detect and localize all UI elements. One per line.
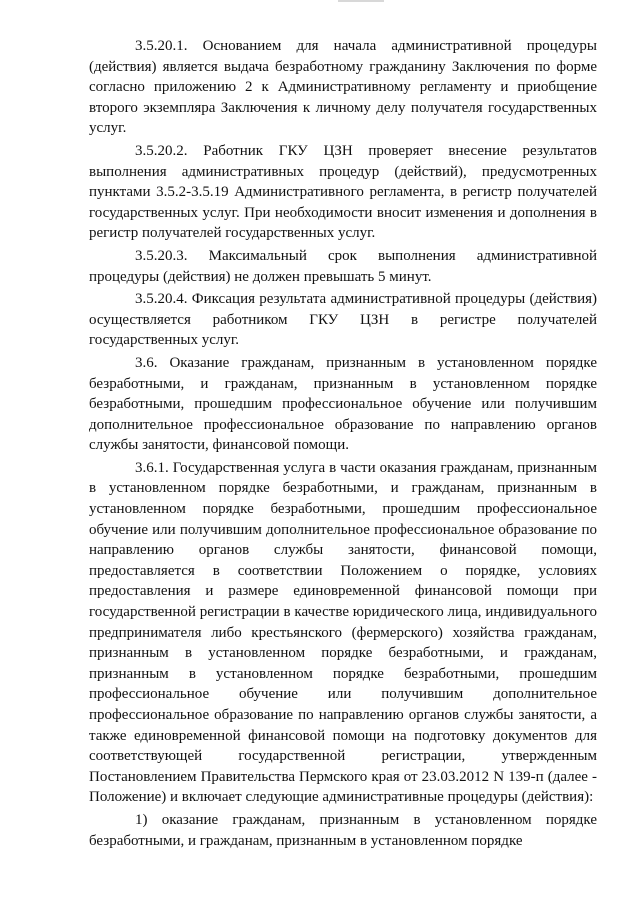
paragraph-3-6-1: 3.6.1. Государственная услуга в части оказания гражданам, признанным в установленном порядке безработными, и гражданам, признанным в установленном порядке безработными, прошедшим профессиональное обучение или получившим дополнительное профессиональное образование по направлению органов службы занятости, финансовой помощи, предоставляется в соответствии Положением о порядке, условиях предоставления и размере единовременной финансовой помощи при государственной регистрации в качестве юридического лица, индивидуального предпринимателя либо крестьянского (фермерского) хозяйства гражданам, признанным в установленном порядке безработными, и гражданам, признанным в установленном порядке безработными, прошедшим профессиональное обучение или получившим дополнительное профессиональное образование по направлению органов службы занятости, а также единовременной финансовой помощи на подготовку документов для соответствующей государственной регистрации, утвержденным Постановлением Правительства Пермского края от 23.03.2012 N 139-п (далее - Положение) и включает следующие административные процедуры (действия): [89, 459, 597, 806]
paragraph-3-5-20-3: 3.5.20.3. Максимальный срок выполнения административной процедуры (действия) не должен превышать 5 минут. [89, 247, 597, 285]
scan-edge-mark [338, 0, 384, 2]
paragraph-3-5-20-4: 3.5.20.4. Фиксация результата административной процедуры (действия) осуществляется работником ГКУ ЦЗН в регистре получателей государственных услуг. [89, 291, 597, 349]
paragraph-3-6: 3.6. Оказание гражданам, признанным в установленном порядке безработными, и гражданам, признанным в установленном порядке безработными, прошедшим профессиональное обучение или получившим дополнительное профессиональное образование по направлению органов службы занятости, финансовой помощи. [89, 354, 597, 454]
list-item-1: 1) оказание гражданам, признанным в установленном порядке безработными, и гражданам, признанным в установленном порядке [89, 811, 597, 849]
paragraph-3-5-20-2: 3.5.20.2. Работник ГКУ ЦЗН проверяет внесение результатов выполнения административных процедур (действий), предусмотренных пунктами 3.5.2-3.5.19 Административного регламента, в регистр получателей государственных услуг. При необходимости вносит изменения и дополнения в регистр получателей государственных услуг. [89, 142, 597, 242]
document-page [89, 36, 597, 853]
paragraph-3-5-20-1: 3.5.20.1. Основанием для начала административной процедуры (действия) является выдача безработному гражданину Заключения по форме согласно приложению 2 к Административному регламенту и приобщение второго экземпляра Заключения к личному делу получателя государственных услуг. [89, 38, 597, 137]
